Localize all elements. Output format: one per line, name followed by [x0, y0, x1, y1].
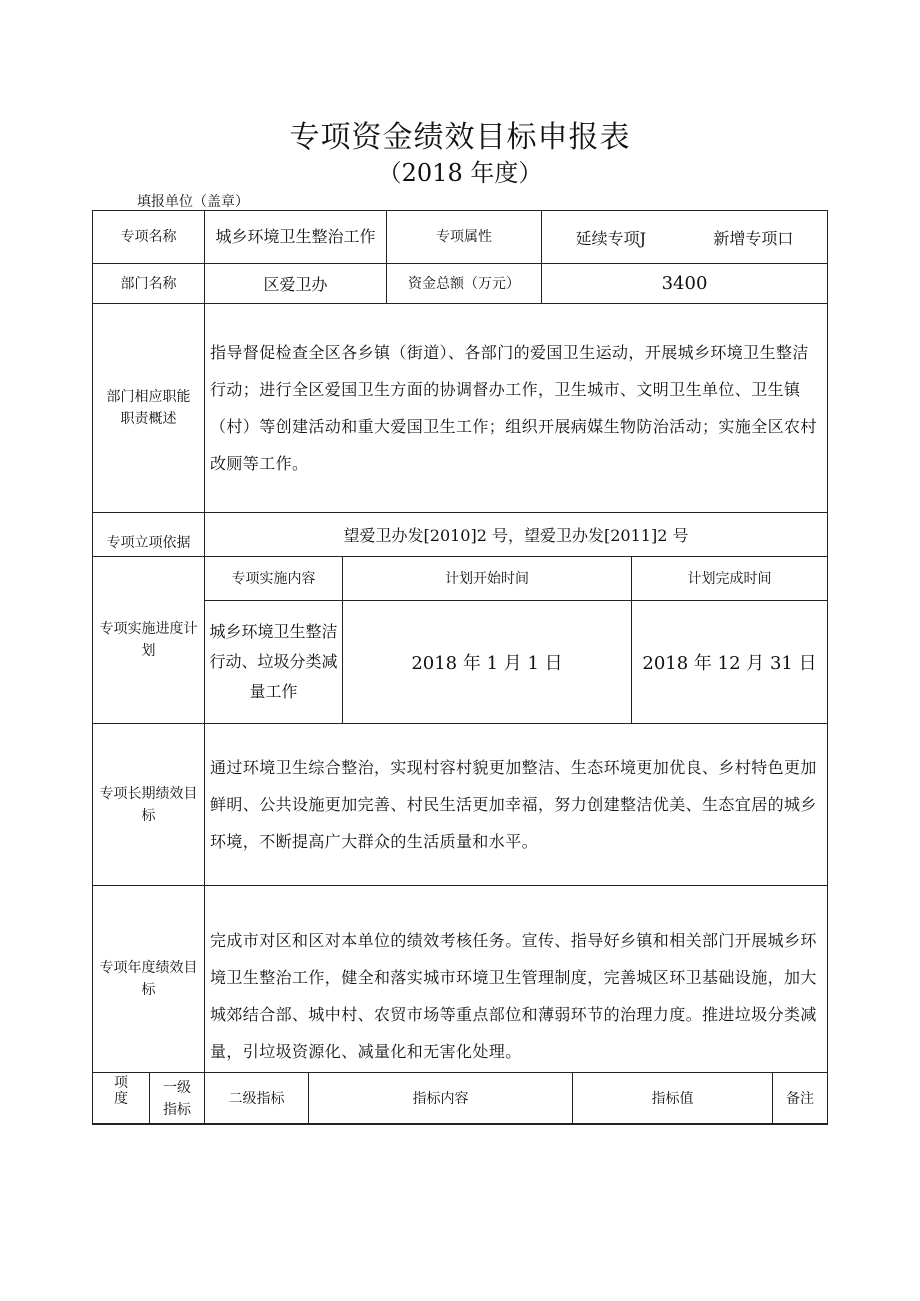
- indicator-col-note: 备注: [772, 1072, 828, 1125]
- schedule-col-start: 计划开始时间: [342, 556, 632, 601]
- basis-text: 望爱卫办发[2010]2 号，望爱卫办发[2011]2 号: [204, 512, 828, 557]
- schedule-label: 专项实施进度计划: [92, 556, 205, 724]
- year-goal-label: 专项年度绩效目标: [92, 885, 205, 1073]
- dept-name-value: 区爱卫办: [204, 263, 387, 304]
- attr-option-new: 新增专项口: [713, 228, 794, 248]
- project-attr-options: [541, 210, 828, 264]
- indicator-col-level2: 二级指标: [204, 1072, 309, 1125]
- indicator-col-content: 指标内容: [308, 1072, 573, 1125]
- schedule-content: 城乡环境卫生整洁行动、垃圾分类减量工作: [204, 600, 343, 724]
- year-subtitle: （2018 年度）: [377, 159, 543, 187]
- long-goal-label: 专项长期绩效目标: [92, 723, 205, 886]
- project-name-label: 专项名称: [92, 210, 205, 264]
- unit-label: 填报单位（盖章）: [137, 194, 249, 210]
- project-name-value: 城乡环境卫生整治工作: [204, 210, 387, 264]
- schedule-col-end: 计划完成时间: [631, 556, 828, 601]
- schedule-start: 2018 年 1 月 1 日: [342, 600, 632, 724]
- indicator-col-item: 项度: [92, 1072, 150, 1125]
- attr-option-continue: 延续专项J: [575, 228, 647, 248]
- project-attr-label: 专项属性: [386, 210, 542, 264]
- long-goal-text: 通过环境卫生综合整治，实现村容村貌更加整洁、生态环境更加优良、乡村特色更加鲜明、公共设施更加完善、村民生活更加幸福，努力创建整洁优美、生态宜居的城乡环境，不断提高广大群众的生活质量和水平。: [204, 723, 828, 886]
- schedule-col-content: 专项实施内容: [204, 556, 343, 601]
- dept-name-label: 部门名称: [92, 263, 205, 304]
- schedule-end: 2018 年 12 月 31 日: [631, 600, 828, 724]
- duty-label: 部门相应职能职责概述: [92, 303, 205, 513]
- duty-text: 指导督促检查全区各乡镇（街道）、各部门的爱国卫生运动，开展城乡环境卫生整洁行动；进行全区爱国卫生方面的协调督办工作，卫生城市、文明卫生单位、卫生镇（村）等创建活动和重大爱国卫生工作；组织开展病媒生物防治活动；实施全区农村改厕等工作。: [204, 303, 828, 513]
- indicator-col-level1: 一级指标: [149, 1072, 205, 1125]
- year-goal-text: 完成市对区和区对本单位的绩效考核任务。宣传、指导好乡镇和相关部门开展城乡环境卫生整治工作，健全和落实城市环境卫生管理制度，完善城区环卫基础设施，加大城郊结合部、城中村、农贸市场等重点部位和薄弱环节的治理力度。推进垃圾分类减量，引垃圾资源化、减量化和无害化处理。: [204, 885, 828, 1073]
- basis-label: 专项立项依据: [92, 512, 205, 557]
- page-title: 专项资金绩效目标申报表: [289, 120, 631, 155]
- indicator-col-value: 指标值: [572, 1072, 773, 1125]
- fund-total-value: 3400: [541, 263, 828, 304]
- fund-total-label: 资金总额（万元）: [386, 263, 542, 304]
